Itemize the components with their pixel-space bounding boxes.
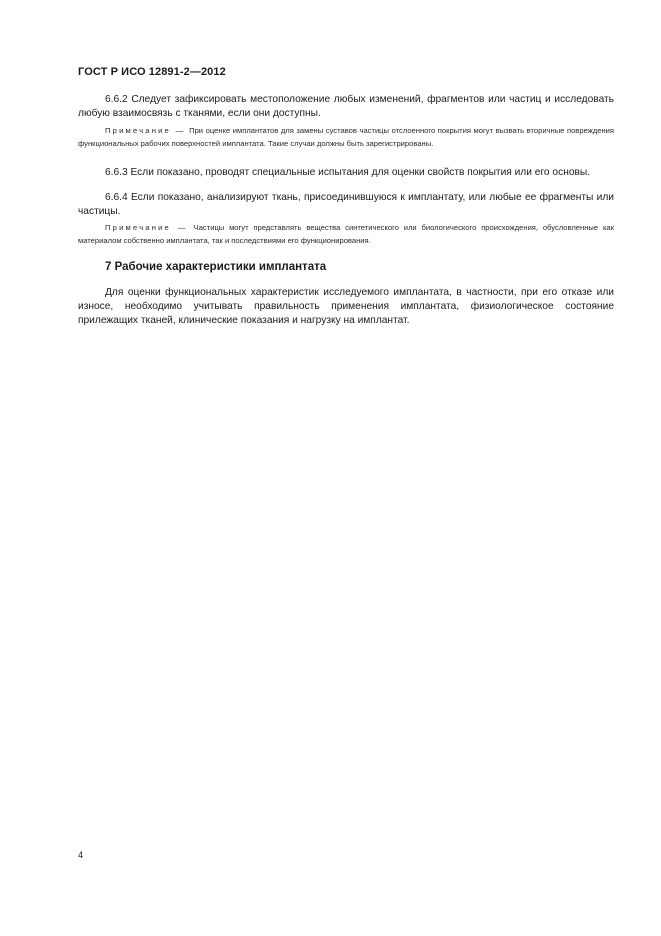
section-7-paragraph: Для оценки функциональных характеристик исследуемого имплантата, в частности, при его отказе или износе, необходимо учитывать правильность применения имплантата, физиологическое состояние прилежащих тканей, клинические показания и нагрузку на имплантат. bbox=[78, 287, 614, 326]
section-7-title: 7 Рабочие характеристики имплантата bbox=[105, 261, 327, 273]
note-1 bbox=[78, 124, 614, 150]
paragraph-6-6-2: 6.6.2 Следует зафиксировать местоположение любых изменений, фрагментов или частиц и исследовать любую взаимосвязь с тканями, если они доступны. bbox=[78, 94, 614, 119]
page-number: 4 bbox=[78, 850, 84, 860]
note-2-block bbox=[78, 221, 614, 247]
section-7-paragraph-block bbox=[78, 286, 614, 328]
note-1-label: Примечание — bbox=[105, 126, 186, 135]
note-1-text: При оценке имплантатов для замены суставов частицы отслоенного покрытия могут вызвать вторичные повреждения функциональных рабочих поверхностей имплантата. Такие случаи должны быть зарегистрированы. bbox=[78, 126, 614, 148]
paragraph-6-6-3-block bbox=[78, 166, 614, 180]
note-2 bbox=[78, 221, 614, 247]
paragraph-6-6-4-block bbox=[78, 191, 614, 219]
note-1-block bbox=[78, 124, 614, 150]
paragraph-6-6-3: 6.6.3 Если показано, проводят специальные испытания для оценки свойств покрытия или его основы. bbox=[105, 167, 591, 178]
document-header: ГОСТ Р ИСО 12891-2—2012 bbox=[78, 66, 226, 78]
note-2-text: Частицы могут представлять вещества синтетического или биологического происхождения, обусловленные как материалом собственно имплантата, так и последствиями его функционирования. bbox=[78, 223, 614, 245]
paragraph-6-6-4: 6.6.4 Если показано, анализируют ткань, присоединившуюся к имплантату, или любые ее фрагменты или частицы. bbox=[78, 192, 614, 217]
note-2-label: Примечание — bbox=[105, 223, 188, 232]
paragraph-6-6-2-block bbox=[78, 93, 614, 121]
